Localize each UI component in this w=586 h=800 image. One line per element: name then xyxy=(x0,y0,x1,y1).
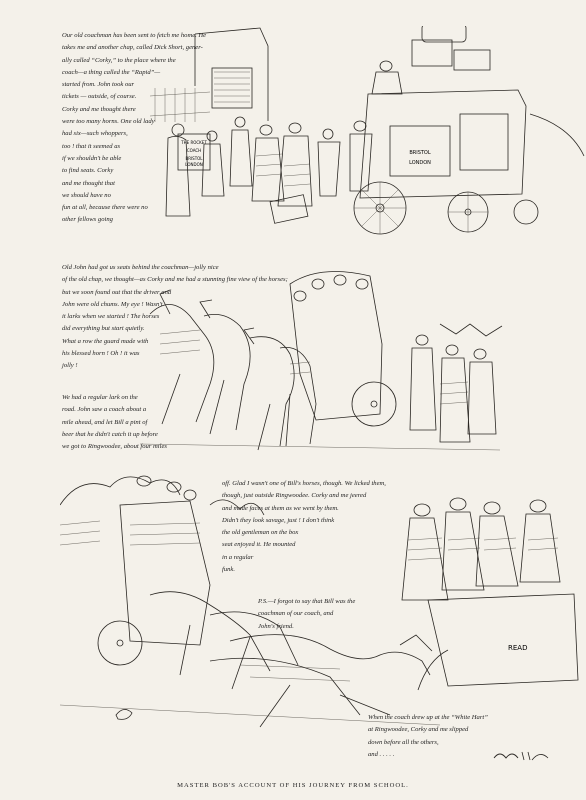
text-block-lark: We had a regular lark on the road. John saw a coach about a mile ahead, and let Bill a pint of beer that he didn't catch it up before we got to Ringwoodee, about four miles xyxy=(62,394,167,451)
text-block-departure: Our old coachman has been sent to fetch me home. He takes me and another chap, called Dick Short, gener- ally called “Corky,” to the place where the coach—a thing called the “Rapid”— started from. John took our tickets — outside, of course. Corky and me thought there were too many horns. One old lady had six—such whoppers, too ! that it seemed as if we shouldn't be able to find seats. Corky and me thought that we should have no fun at all, because there were no other fellows going xyxy=(62,32,207,224)
page-caption: MASTER BOB'S ACCOUNT OF HIS JOURNEY FROM SCHOOL. xyxy=(177,782,409,789)
svg-text:BRISTOL: BRISTOL xyxy=(409,150,431,156)
illustration-coach-office xyxy=(150,26,586,246)
svg-text:LONDON: LONDON xyxy=(409,160,431,166)
svg-text:BRISTOL: BRISTOL xyxy=(185,156,203,161)
artist-signature xyxy=(492,748,552,764)
coach-reading-sign: READ xyxy=(508,644,528,652)
text-block-race: off. Glad I wasn't one of Bill's horses, though. We licked them, though, just outside Ringwoodee. Corky and me jeered and made faces at them as we went by them. Didn't they look savage, just ! I don't think the old gentleman on the box seat enjoyed it. He mounted in a regular funk. xyxy=(222,480,386,574)
svg-text:COACH: COACH xyxy=(186,148,202,153)
text-block-postscript: P.S.—I forgot to say that Bill was the coachman of our coach, and John's friend. xyxy=(258,598,356,630)
illustration-coach-arrival xyxy=(388,490,584,710)
svg-text:THE ROCKET: THE ROCKET xyxy=(181,140,207,145)
svg-text:LONDON: LONDON xyxy=(185,162,203,167)
text-block-arrival: When the coach drew up at the “White Hart” at Ringwoodee, Corky and me slipped down before all the others, and . . . . . xyxy=(368,714,488,758)
text-block-seats: Old John had got us seats behind the coachman—jolly nice of the old chap, we thought—as Corky and me had a stunning fine view of the horses; but we soon found out that the driver and John were old chums. My eye ! Wasn't it larks when we started ! The horses did everything but start quietly. What a row the guard made with his blessed horn ! Oh ! it was jolly ! xyxy=(62,264,288,370)
illustration-coach-start xyxy=(140,254,510,469)
